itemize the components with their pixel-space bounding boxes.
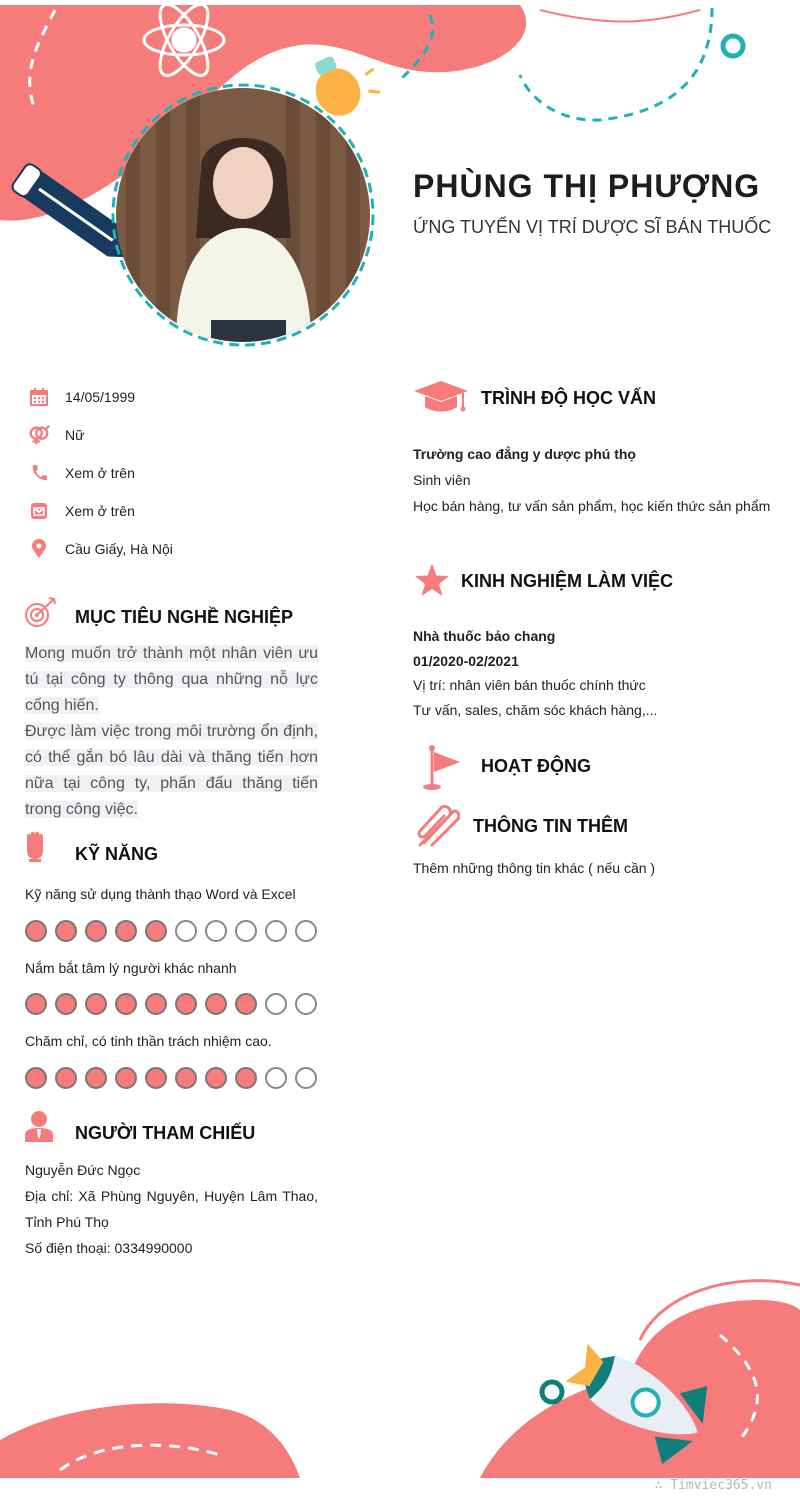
- rating-dot-empty: [235, 920, 257, 942]
- skill-rating-2: [25, 993, 317, 1015]
- rating-dot-empty: [265, 920, 287, 942]
- objective-paragraph-2: Được làm việc trong môi trường ổn định, có thể gắn bó lâu dài và thăng tiến hơn nữa tại công ty, phấn đấu thăng tiến trong công việc.: [25, 723, 318, 818]
- rating-dot-filled: [235, 993, 257, 1015]
- hand-icon: [24, 831, 48, 868]
- experience-company: Nhà thuốc bảo chang: [413, 628, 556, 644]
- rating-dot-empty: [265, 993, 287, 1015]
- additional-text: Thêm những thông tin khác ( nếu cần ): [413, 860, 656, 876]
- education-school: Trường cao đẳng y dược phú thọ: [413, 446, 636, 462]
- map-pin-icon: [28, 538, 50, 560]
- rating-dot-filled: [205, 993, 227, 1015]
- education-status: Sinh viên: [413, 472, 471, 488]
- gender-text: Nữ: [65, 427, 85, 443]
- rating-dot-filled: [145, 993, 167, 1015]
- objective-title: MỤC TIÊU NGHỀ NGHIỆP: [75, 607, 294, 627]
- reference-address: Địa chỉ: Xã Phùng Nguyên, Huyện Lâm Thao, Tỉnh Phú Thọ: [25, 1188, 318, 1230]
- experience-role: Vị trí: nhân viên bán thuốc chính thức: [413, 677, 646, 693]
- contact-phone: [28, 462, 135, 484]
- experience-tasks: Tư vấn, sales, chăm sóc khách hàng,...: [413, 701, 658, 718]
- rating-dot-filled: [205, 1067, 227, 1089]
- rating-dot-filled: [25, 920, 47, 942]
- profile-photo: [116, 88, 370, 342]
- calendar-icon: [28, 386, 50, 408]
- education-details: [413, 441, 770, 519]
- rating-dot-empty: [175, 920, 197, 942]
- rating-dot-filled: [25, 993, 47, 1015]
- additional-title: THÔNG TIN THÊM: [473, 816, 628, 836]
- rating-dot-filled: [175, 993, 197, 1015]
- skill-rating-1: [25, 920, 317, 942]
- rating-dot-filled: [25, 1067, 47, 1089]
- rating-dot-filled: [115, 920, 137, 942]
- contact-address: [28, 538, 173, 560]
- candidate-name: PHÙNG THỊ PHƯỢNG: [413, 168, 761, 204]
- objective-paragraph-1: Mong muốn trở thành một nhân viên ưu tú tại công ty thông qua những nỗ lực cống hiến.: [25, 645, 318, 714]
- rating-dot-filled: [55, 920, 77, 942]
- reference-name: Nguyễn Đức Ngọc: [25, 1162, 141, 1178]
- skill-label-3: Chăm chỉ, có tinh thần trách nhiệm cao.: [25, 1033, 272, 1049]
- contact-email: [28, 500, 135, 522]
- objective-text: [25, 641, 318, 823]
- email-icon: [28, 500, 50, 522]
- gender-icon: [28, 424, 50, 446]
- rating-dot-filled: [55, 993, 77, 1015]
- experience-period: 01/2020-02/2021: [413, 652, 519, 669]
- activities-title: HOẠT ĐỘNG: [481, 756, 591, 776]
- skill-rating-3: [25, 1067, 317, 1089]
- address-text: Cầu Giấy, Hà Nội: [65, 541, 173, 557]
- rating-dot-empty: [295, 920, 317, 942]
- experience-title: KINH NGHIỆM LÀM VIỆC: [461, 571, 674, 591]
- rating-dot-empty: [205, 920, 227, 942]
- references-title: NGƯỜI THAM CHIẾU: [75, 1123, 256, 1143]
- skill-label-2: Nắm bắt tâm lý người khác nhanh: [25, 960, 237, 976]
- phone-icon: [28, 462, 50, 484]
- rating-dot-filled: [85, 920, 107, 942]
- education-description: Học bán hàng, tư vấn sản phẩm, học kiến thức sản phẩm: [413, 498, 771, 514]
- references-details: [25, 1157, 318, 1261]
- rating-dot-empty: [295, 1067, 317, 1089]
- star-icon: [414, 563, 450, 602]
- watermark: ∴ Timviec365.vn: [654, 1478, 772, 1493]
- applied-position: ỨNG TUYỂN VỊ TRÍ DƯỢC SĨ BÁN THUỐC: [413, 217, 772, 237]
- skill-label-1: Kỹ năng sử dụng thành thạo Word và Excel: [25, 886, 296, 902]
- rating-dot-filled: [85, 1067, 107, 1089]
- birthday-text: 14/05/1999: [65, 389, 136, 405]
- rating-dot-filled: [55, 1067, 77, 1089]
- person-icon: [24, 1110, 54, 1147]
- flag-icon: [420, 744, 462, 797]
- skills-title: KỸ NĂNG: [75, 844, 159, 864]
- rating-dot-filled: [115, 993, 137, 1015]
- rating-dot-filled: [175, 1067, 197, 1089]
- paperclip-icon: [416, 805, 460, 852]
- rating-dot-empty: [265, 1067, 287, 1089]
- rating-dot-filled: [115, 1067, 137, 1089]
- reference-phone: Số điện thoại: 0334990000: [25, 1240, 193, 1256]
- rating-dot-filled: [85, 993, 107, 1015]
- rating-dot-filled: [145, 1067, 167, 1089]
- experience-details: [413, 624, 657, 722]
- education-title: TRÌNH ĐỘ HỌC VẤN: [481, 388, 656, 408]
- contact-birthday: [28, 386, 135, 408]
- graduation-cap-icon: [413, 379, 469, 420]
- rating-dot-filled: [145, 920, 167, 942]
- rating-dot-filled: [235, 1067, 257, 1089]
- contact-gender: [28, 424, 84, 446]
- rating-dot-empty: [295, 993, 317, 1015]
- target-icon: [24, 596, 58, 635]
- email-text: Xem ở trên: [65, 503, 135, 519]
- phone-text: Xem ở trên: [65, 465, 135, 481]
